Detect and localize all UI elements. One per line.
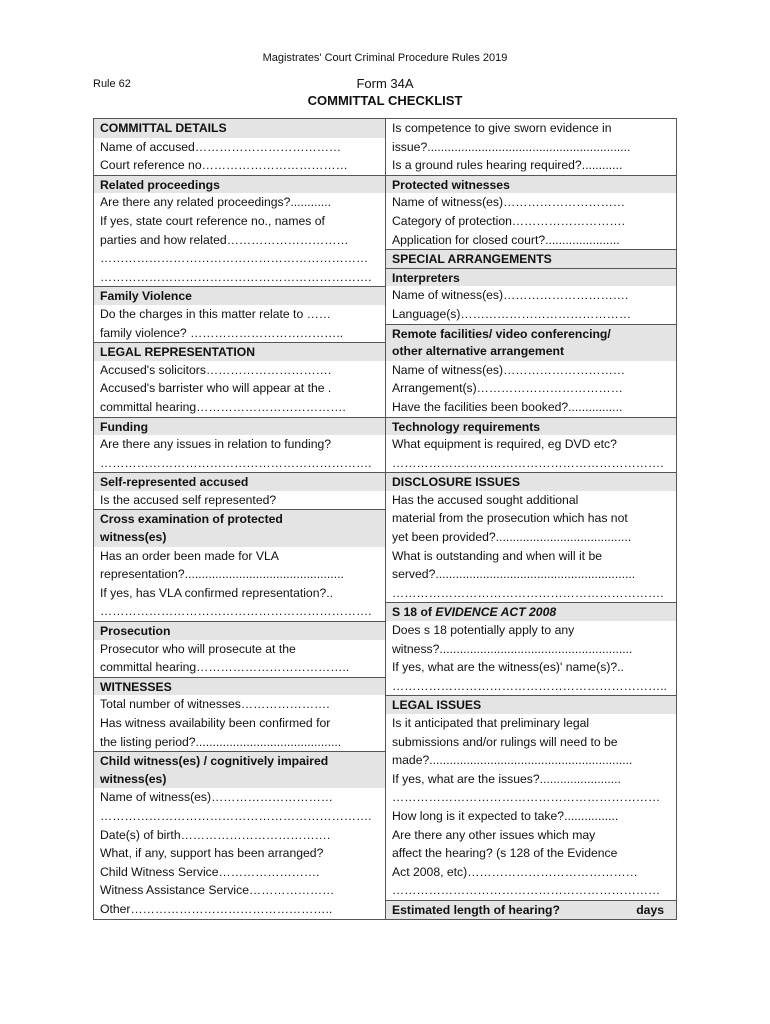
checklist-right-column [386, 118, 677, 920]
section-heading: WITNESSES [94, 677, 385, 696]
checklist-line: submissions and/or rulings will need to be [392, 734, 618, 749]
checklist-line: …………………………………………………………. [100, 604, 372, 619]
checklist-line: Accused's solicitors…………………………. [100, 362, 332, 377]
checklist-line: yet been provided?........................................ [392, 530, 632, 545]
checklist-line: Name of witness(es)………………………… [100, 790, 333, 805]
checklist-line: Child Witness Service……………………. [100, 864, 320, 879]
section-heading: Protected witnesses [386, 175, 676, 194]
checklist-line: ………………………………………………………… [100, 251, 369, 266]
checklist-line: made?............................................................ [392, 753, 633, 768]
checklist-line: witness?......................................................... [392, 641, 633, 656]
checklist-line: Court reference no……………………………… [100, 158, 348, 173]
section-heading: Family Violence [94, 286, 385, 305]
form-number: Form 34A [356, 76, 414, 91]
checklist-line: ………………………………………………………… [392, 883, 661, 898]
checklist-line: Name of witness(es)…………………………. [392, 288, 629, 303]
checklist-line: If yes, has VLA confirmed representation?.. [100, 585, 334, 600]
checklist-line: …………………………………………………………. [100, 455, 372, 470]
section-heading: Related proceedings [94, 175, 385, 194]
running-title: Magistrates' Court Criminal Procedure Rules 2019 [262, 52, 508, 64]
checklist-line: Act 2008, etc)…………………………………… [392, 864, 638, 879]
checklist-line: How long is it expected to take?................ [392, 808, 619, 823]
checklist-line: Name of accused……………………………… [100, 139, 342, 154]
section-heading: DISCLOSURE ISSUES [386, 472, 676, 491]
section-heading: Cross examination of protected [94, 509, 385, 528]
checklist-line: Has an order been made for VLA [100, 548, 279, 563]
days-label: days [636, 902, 664, 917]
checklist-line: parties and how related………………………… [100, 232, 349, 247]
checklist-line: Are there any other issues which may [392, 827, 596, 842]
heading-prefix: S 18 of [392, 605, 436, 620]
checklist-line: ………………………………………………………… [392, 790, 661, 805]
checklist-left-column [93, 118, 386, 920]
section-heading [386, 900, 676, 919]
checklist-line: Date(s) of birth………………………………. [100, 827, 331, 842]
checklist-line: Witness Assistance Service………………… [100, 883, 335, 898]
checklist-line: What, if any, support has been arranged? [100, 846, 324, 861]
section-heading: Technology requirements [386, 417, 676, 436]
checklist-line: …………………………………………………………. [392, 455, 664, 470]
checklist-line: If yes, what are the issues?........................ [392, 771, 621, 786]
checklist-line: If yes, what are the witness(es)' name(s)?.. [392, 660, 624, 675]
checklist-line: Category of protection………………………. [392, 213, 625, 228]
checklist-line: affect the hearing? (s 128 of the Evidence [392, 846, 618, 861]
checklist-line: Do the charges in this matter relate to …… [100, 306, 331, 321]
checklist-line: Is competence to give sworn evidence in [392, 121, 612, 135]
checklist-line: …………………………………………………………. [100, 808, 372, 823]
form-title: COMMITTAL CHECKLIST [307, 93, 463, 108]
checklist-line: issue?............................................................ [392, 139, 631, 154]
section-heading: Prosecution [94, 621, 385, 640]
section-heading: Self-represented accused [94, 472, 385, 491]
checklist-line: ………………………………………………………….. [392, 678, 667, 693]
section-heading: other alternative arrangement [386, 342, 676, 361]
section-heading [386, 602, 676, 621]
checklist-line: the listing period?........................................... [100, 734, 342, 749]
rule-number: Rule 62 [93, 78, 131, 90]
checklist-line: If yes, state court reference no., names of [100, 213, 325, 228]
checklist-line: What equipment is required, eg DVD etc? [392, 437, 617, 452]
checklist-line: Arrangement(s)……………………………… [392, 381, 623, 396]
checklist-line: …………………………………………………………. [100, 269, 372, 284]
checklist-line: Total number of witnesses…………………. [100, 697, 330, 712]
section-heading: LEGAL REPRESENTATION [94, 342, 385, 361]
checklist-line: Are there any issues in relation to funding? [100, 437, 332, 452]
heading-act-name: EVIDENCE ACT 2008 [435, 605, 557, 620]
estimated-length-label: Estimated length of hearing? [392, 902, 560, 917]
checklist-line: served?........................................................... [392, 567, 636, 582]
checklist-line: family violence? ……………………………….. [100, 325, 344, 340]
checklist-line: Has witness availability been confirmed for [100, 716, 331, 730]
checklist-line: representation?............................................... [100, 567, 344, 582]
checklist-line: committal hearing……………………………….. [100, 660, 350, 675]
section-heading: Remote facilities/ video conferencing/ [386, 324, 676, 343]
section-heading: witness(es) [94, 770, 385, 789]
section-heading: LEGAL ISSUES [386, 695, 676, 714]
checklist-line: Is it anticipated that preliminary legal [392, 716, 590, 730]
section-heading: Funding [94, 417, 385, 436]
checklist-line: Name of witness(es)………………………… [392, 362, 625, 377]
checklist-line: Is a ground rules hearing required?............ [392, 158, 623, 173]
section-heading: Child witness(es) / cognitively impaired [94, 751, 385, 770]
section-heading: COMMITTAL DETAILS [94, 119, 385, 138]
checklist-line: Prosecutor who will prosecute at the [100, 641, 296, 656]
section-heading: witness(es) [94, 528, 385, 547]
checklist-line: Does s 18 potentially apply to any [392, 623, 575, 638]
checklist-line: Other………………………………………….. [100, 901, 333, 916]
checklist-line: …………………………………………………………. [392, 585, 664, 600]
checklist-line: Language(s)…………………………………… [392, 306, 632, 321]
checklist-line: Application for closed court?...................... [392, 232, 620, 247]
checklist-line: material from the prosecution which has not [392, 511, 628, 526]
checklist-line: Name of witness(es)………………………… [392, 195, 625, 210]
checklist-line: committal hearing………………………………. [100, 399, 346, 414]
checklist-line: Accused's barrister who will appear at the . [100, 381, 332, 396]
checklist-line: What is outstanding and when will it be [392, 548, 603, 563]
checklist-line: Has the accused sought additional [392, 492, 579, 507]
checklist-line: Are there any related proceedings?............ [100, 195, 332, 210]
checklist-line: Is the accused self represented? [100, 492, 277, 507]
section-heading: Interpreters [386, 268, 676, 287]
section-heading: SPECIAL ARRANGEMENTS [386, 249, 676, 268]
checklist-line: Have the facilities been booked?................ [392, 399, 623, 414]
